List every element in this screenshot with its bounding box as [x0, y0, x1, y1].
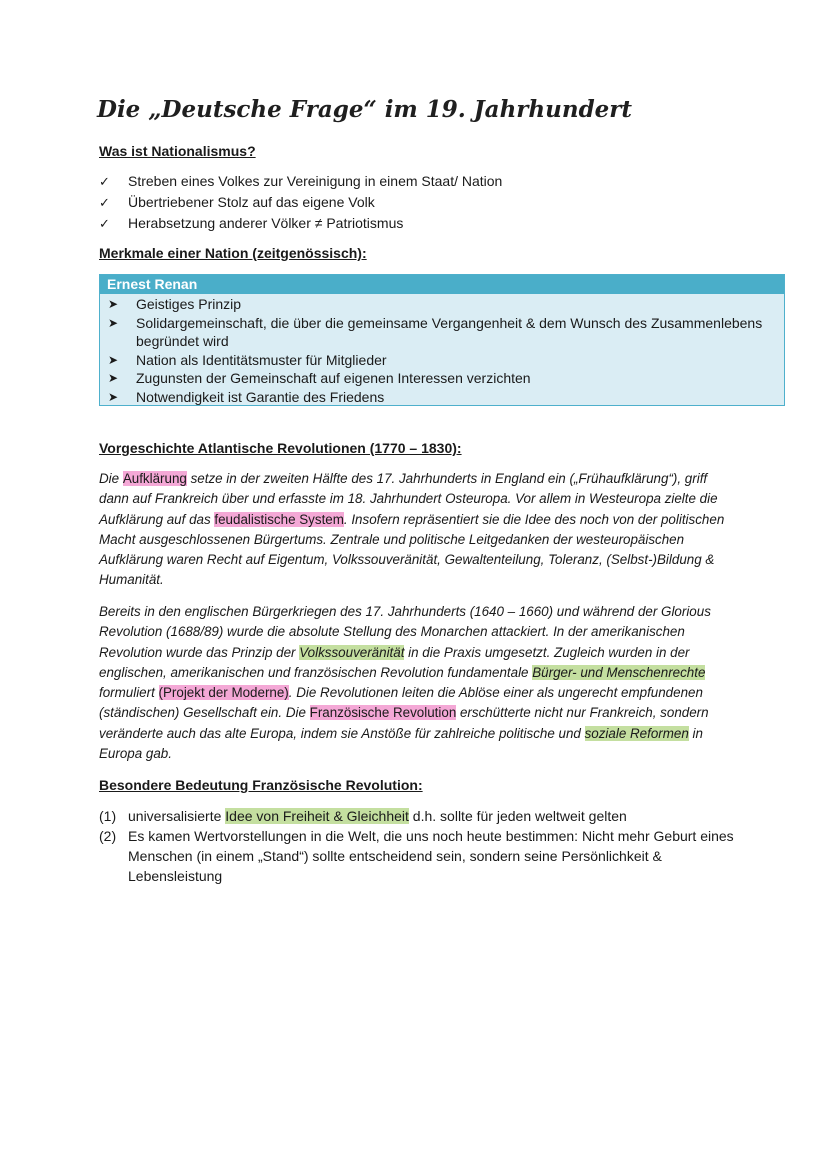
nationalismus-list	[99, 171, 502, 234]
paragraph-aufklaerung: Die Aufklärung setze in der zweiten Hälfte des 17. Jahrhunderts in England ein („Frühaufklärung“), griff dann auf Frankreich über und erfasste im 18. Jahrhundert Osteuropa. Vor allem in Westeuropa zielte die Aufklärung auf das feudalistische System. Insofern repräsentiert sie die Idee des noch von der politischen Macht ausgeschlossenen Bürgertums. Zentrale und politische Leitgedanken der westeuropäischen Aufklärung waren Recht auf Eigentum, Volkssouveränität, Gewaltenteilung, Toleranz, (Selbst-)Bildung & Humanität.	[99, 471, 725, 588]
highlight-aufklaerung: Aufklärung	[122, 471, 187, 486]
list-item: ✓ Herabsetzung anderer Völker ≠ Patriotismus	[99, 213, 502, 234]
renan-list	[100, 294, 784, 406]
renan-box	[99, 274, 785, 406]
list-item: ➤ Solidargemeinschaft, die über die gemeinsame Vergangenheit & dem Wunsch des Zusammenlebens begründet wird	[100, 314, 784, 351]
arrow-bullet-icon: ➤	[108, 297, 119, 311]
arrow-bullet-icon: ➤	[108, 352, 119, 367]
checkmark-icon: ✓	[99, 216, 110, 231]
highlight-volkssouveraenitaet: Volkssouveränität	[299, 644, 405, 660]
heading-vorgeschichte: Vorgeschichte Atlantische Revolutionen (1770 – 1830):	[99, 440, 462, 456]
highlight-franzoesische-revolution: Französische Revolution	[309, 705, 457, 721]
list-item: ➤ Notwendigkeit ist Garantie des Friedens	[100, 388, 784, 407]
list-item: ✓ Übertriebener Stolz auf das eigene Volk	[99, 192, 502, 213]
highlight-buerger-menschenrechte: Bürger- und Menschenrechte	[532, 664, 706, 680]
heading-merkmale: Merkmale einer Nation (zeitgenössisch):	[99, 245, 367, 261]
highlight-soziale-reformen: soziale Reformen	[584, 725, 689, 741]
list-item: ➤ Nation als Identitätsmuster für Mitglieder	[100, 351, 784, 370]
heading-besondere-bedeutung: Besondere Bedeutung Französische Revolution:	[99, 777, 423, 793]
checkmark-icon: ✓	[99, 195, 110, 210]
list-number: (2)	[99, 828, 117, 844]
arrow-bullet-icon: ➤	[108, 371, 119, 385]
arrow-bullet-icon: ➤	[108, 315, 119, 330]
list-item: ➤ Geistiges Prinzip	[100, 295, 784, 314]
list-item: ➤ Zugunsten der Gemeinschaft auf eigenen Interessen verzichten	[100, 369, 784, 388]
list-number: (1)	[99, 808, 117, 824]
paragraph-revolutionen: Bereits in den englischen Bürgerkriegen des 17. Jahrhunderts (1640 – 1660) und während der Glorious Revolution (1688/89) wurde die absolute Stellung des Monarchen attackiert. In der amerikanischen Revolution wurde das Prinzip der Volkssouveränität in die Praxis umgesetzt. Zugleich wurden in der englischen, amerikanischen und französischen Revolution fundamentale Bürger- und Menschenrechte formuliert (Projekt der Moderne). Die Revolutionen leiten die Ablöse einer als ungerecht empfundenen (ständischen) Gesellschaft ein. Die Französische Revolution erschütterte nicht nur Frankreich, sondern veränderte auch das alte Europa, indem sie Anstöße für zahlreiche politische und soziale Reformen in Europa gab.	[99, 604, 711, 762]
arrow-bullet-icon: ➤	[108, 389, 119, 404]
highlight-feudalistisches-system: feudalistische System	[214, 511, 344, 527]
list-item: ✓ Streben eines Volkes zur Vereinigung in einem Staat/ Nation	[99, 171, 502, 192]
bedeutung-list	[99, 806, 739, 886]
heading-nationalismus: Was ist Nationalismus?	[99, 143, 256, 159]
highlight-freiheit-gleichheit: Idee von Freiheit & Gleichheit	[225, 808, 409, 824]
list-item: (2) Es kamen Wertvorstellungen in die Welt, die uns noch heute bestimmen: Nicht mehr Geburt eines Menschen (in einem „Stand“) sollte entscheidend sein, sondern seine Persönlichkeit & Lebensleistung	[99, 828, 734, 884]
list-item: (1) universalisierte Idee von Freiheit & Gleichheit d.h. sollte für jeden weltweit gelten	[99, 808, 627, 824]
renan-box-title: Ernest Renan	[100, 275, 784, 294]
highlight-projekt-der-moderne: (Projekt der Moderne)	[158, 685, 289, 701]
page-title: Die „Deutsche Frage“ im 19. Jahrhundert	[97, 96, 633, 123]
checkmark-icon: ✓	[99, 174, 110, 189]
